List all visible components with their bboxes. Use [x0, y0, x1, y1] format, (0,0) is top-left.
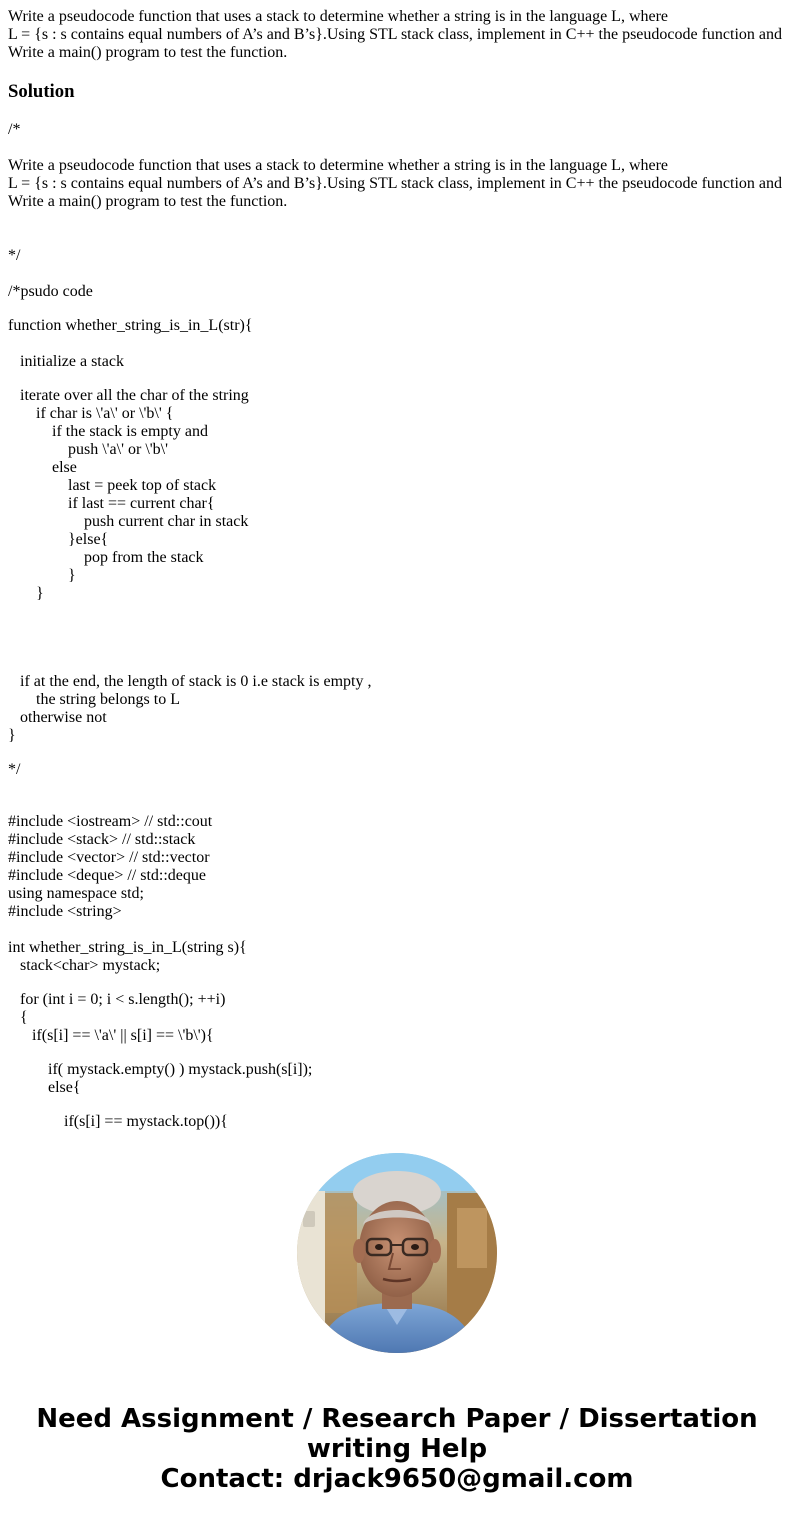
code-line: else{ [8, 1079, 81, 1096]
code-line: int whether_string_is_in_L(string s){ [8, 939, 247, 956]
code-line: for (int i = 0; i < s.length(); ++i) [8, 991, 226, 1008]
code-line: #include <deque> // std::deque [8, 867, 206, 884]
code-line: if(s[i] == \'a\' || s[i] == \'b\'){ [8, 1027, 214, 1044]
cpp-loop-body [8, 1061, 786, 1097]
pseudocode-line: otherwise not [8, 709, 107, 726]
question-text [8, 8, 786, 62]
comment-close: */ [8, 247, 21, 264]
cpp-includes [8, 813, 786, 921]
code-line: if(s[i] == mystack.top()){ [8, 1113, 228, 1130]
pseudocode-line: the string belongs to L [8, 691, 180, 708]
question-line: Write a pseudocode function that uses a stack to determine whether a string is in the language L, where [8, 8, 669, 25]
code-line: stack<char> mystack; [8, 957, 161, 974]
footer-line: Need Assignment / Research Paper / Dissertation [36, 1404, 758, 1434]
code-line: #include <vector> // std::vector [8, 849, 210, 866]
pseudocode-line: push current char in stack [8, 513, 249, 530]
pseudocode-line: if at the end, the length of stack is 0 i.e stack is empty , [8, 673, 372, 690]
pseudocode-line: if the stack is empty and [8, 423, 208, 440]
pseudocode-init-stack: initialize a stack [8, 353, 124, 370]
pseudocode-line: if last == current char{ [8, 495, 215, 512]
pseudocode-open: /*psudo code [8, 283, 93, 300]
code-line: using namespace std; [8, 885, 144, 902]
restated-question-line: L = {s : s contains equal numbers of A’s and B’s}.Using STL stack class, implement in C++ the pseudocode function and [8, 175, 783, 192]
code-line: #include <stack> // std::stack [8, 831, 196, 848]
pseudocode-iterate-block [8, 387, 786, 603]
pseudocode-line: last = peek top of stack [8, 477, 217, 494]
pseudocode-line: }else{ [8, 531, 109, 548]
question-line: L = {s : s contains equal numbers of A’s and B’s}.Using STL stack class, implement in C++ the pseudocode function and [8, 26, 783, 43]
code-line: if( mystack.empty() ) mystack.push(s[i]); [8, 1061, 313, 1078]
restated-question-line: Write a pseudocode function that uses a stack to determine whether a string is in the language L, where [8, 157, 669, 174]
pseudocode-function-header: function whether_string_is_in_L(str){ [8, 317, 253, 334]
answer-body [8, 121, 786, 1131]
comment-open: /* [8, 121, 21, 138]
footer-line: writing Help [306, 1434, 488, 1464]
solution-heading: Solution [8, 81, 75, 102]
promo-footer [0, 1404, 794, 1494]
pseudocode-line: } [8, 567, 76, 584]
pseudocode-line: } [8, 585, 44, 602]
pseudocode-close: */ [8, 761, 21, 778]
footer-contact: Contact: drjack9650@gmail.com [160, 1464, 634, 1494]
question-line: Write a main() program to test the function. [8, 44, 288, 61]
author-avatar [297, 1153, 497, 1353]
cpp-loop-header [8, 991, 786, 1045]
pseudocode-line: pop from the stack [8, 549, 204, 566]
pseudocode-ending-block [8, 673, 786, 745]
pseudocode-line: if char is \'a\' or \'b\' { [8, 405, 174, 422]
code-line: #include <string> [8, 903, 122, 920]
cpp-function-header [8, 939, 786, 975]
code-line: { [8, 1009, 28, 1026]
author-portrait-image [297, 1153, 497, 1353]
restated-question-line: Write a main() program to test the function. [8, 193, 288, 210]
pseudocode-line: push \'a\' or \'b\' [8, 441, 168, 458]
code-line: #include <iostream> // std::cout [8, 813, 213, 830]
pseudocode-line: } [8, 727, 16, 744]
pseudocode-line: iterate over all the char of the string [8, 387, 249, 404]
pseudocode-line: else [8, 459, 77, 476]
